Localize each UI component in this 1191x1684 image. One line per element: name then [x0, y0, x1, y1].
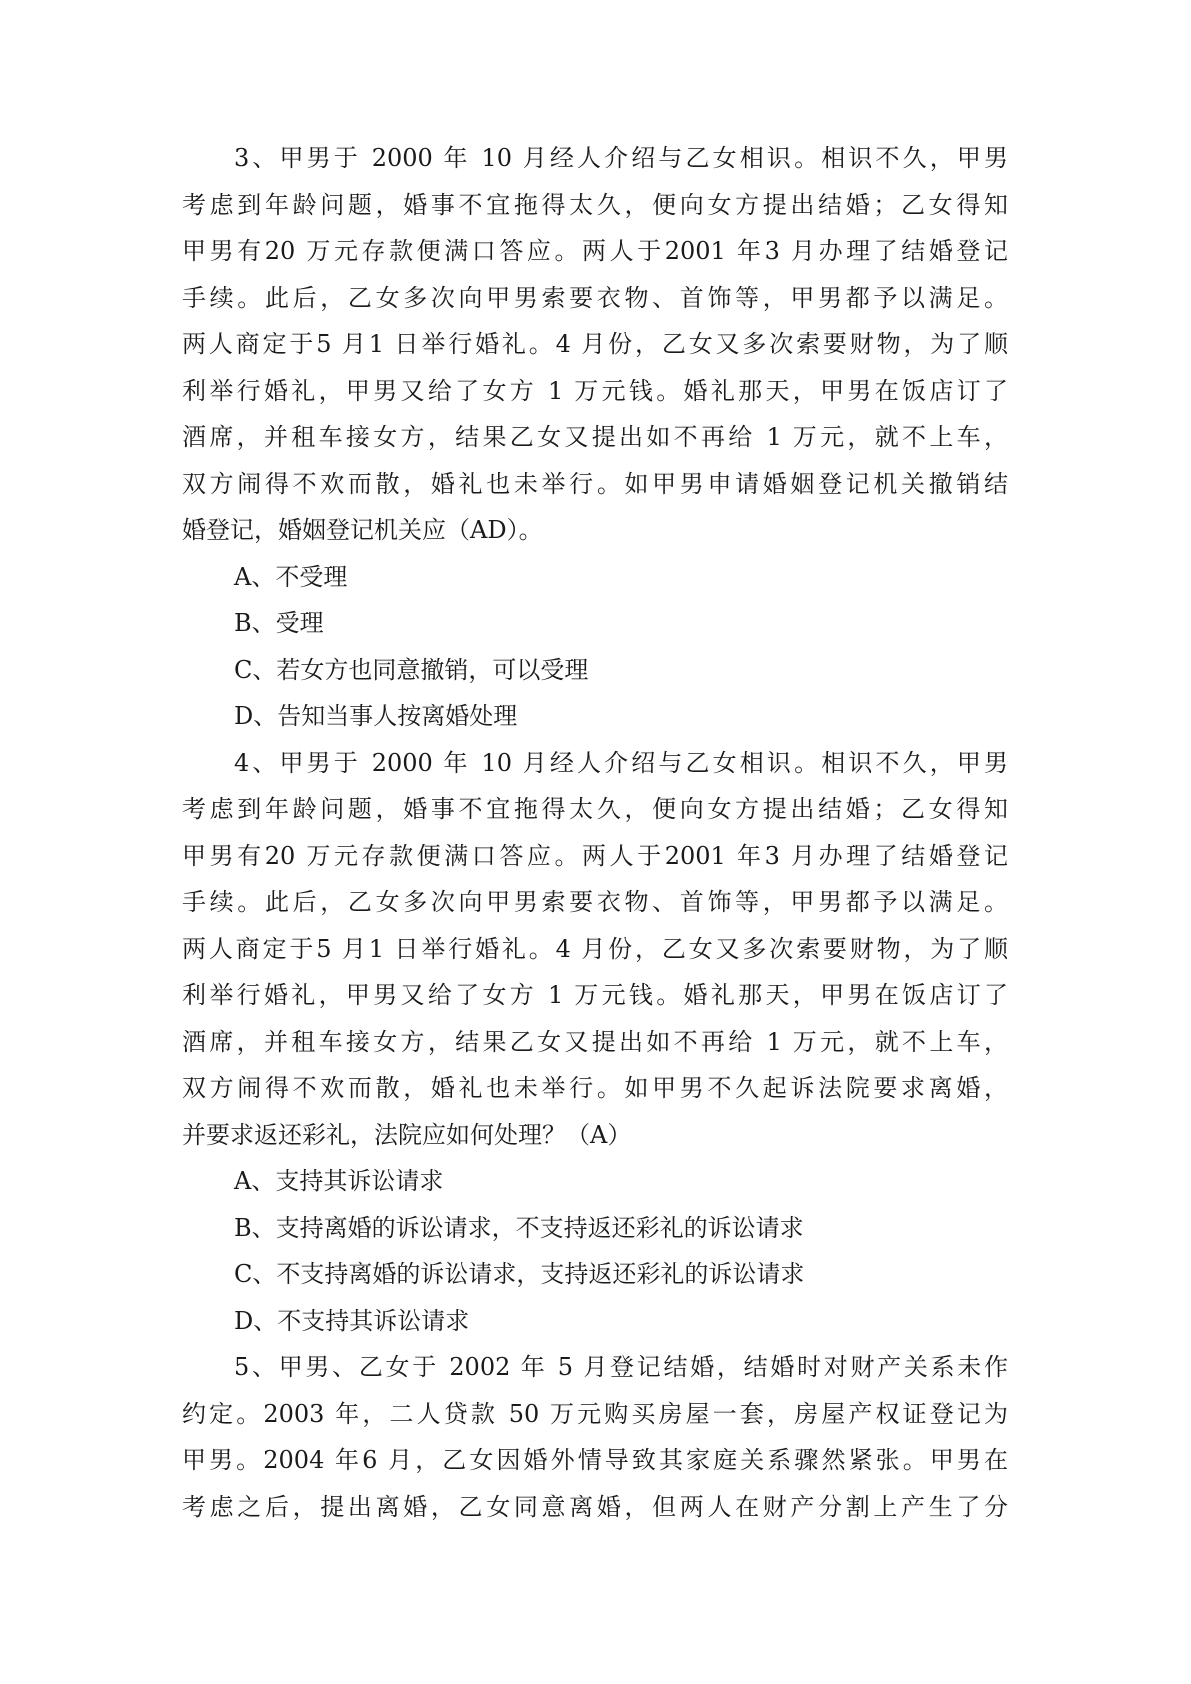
question-5: [182, 1344, 1008, 1530]
question-text-line: 3、甲男于 2000 年 10 月经人介绍与乙女相识。相识不久，甲男: [234, 144, 1008, 172]
option-b: B、支持离婚的诉讼请求，不支持返还彩礼的诉讼请求: [234, 1213, 804, 1242]
question-text-line: 手续。此后，乙女多次向甲男索要衣物、首饰等，甲男都予以满足。: [182, 888, 1008, 916]
question-text-line: 利举行婚礼，甲男又给了女方 1 万元钱。婚礼那天，甲男在饭店订了: [182, 981, 1008, 1009]
question-text-line: 约定。2003 年，二人贷款 50 万元购买房屋一套，房屋产权证登记为: [182, 1399, 1008, 1428]
question-text-line: 利举行婚礼，甲男又给了女方 1 万元钱。婚礼那天，甲男在饭店订了: [182, 376, 1008, 405]
document-body: [182, 135, 1008, 1530]
question-3-options: [182, 554, 1008, 740]
question-text-line: 手续。此后，乙女多次向甲男索要衣物、首饰等，甲男都予以满足。: [182, 283, 1008, 312]
question-text-line: 酒席，并租车接女方，结果乙女又提出如不再给 1 万元，就不上车，: [182, 1027, 1008, 1056]
question-text-line: 甲男有20 万元存款便满口答应。两人于2001 年3 月办理了结婚登记: [182, 841, 1008, 870]
question-text-line: 甲男。2004 年6 月，乙女因婚外情导致其家庭关系骤然紧张。甲男在: [182, 1446, 1008, 1474]
question-text-line: 两人商定于5 月1 日举行婚礼。4 月份，乙女又多次索要财物，为了顺: [182, 934, 1008, 963]
question-text-line: 酒席，并租车接女方，结果乙女又提出如不再给 1 万元，就不上车，: [182, 423, 1008, 451]
question-text-line: 考虑之后，提出离婚，乙女同意离婚，但两人在财产分割上产生了分: [182, 1492, 1008, 1521]
question-text-line: 考虑到年龄问题，婚事不宜拖得太久，便向女方提出结婚；乙女得知: [182, 795, 1008, 823]
question-text-line: 两人商定于5 月1 日举行婚礼。4 月份，乙女又多次索要财物，为了顺: [182, 330, 1008, 358]
question-4: [182, 740, 1008, 1159]
option-a: A、支持其诉讼请求: [234, 1167, 444, 1195]
question-3: [182, 135, 1008, 554]
question-text-line: 考虑到年龄问题，婚事不宜拖得太久，便向女方提出结婚；乙女得知: [182, 190, 1008, 219]
question-text-line: 婚登记，婚姻登记机关应（AD）。: [182, 516, 543, 544]
option-c: C、若女方也同意撤销，可以受理: [234, 655, 589, 684]
option-c: C、不支持离婚的诉讼请求，支持返还彩礼的诉讼请求: [234, 1260, 805, 1288]
option-b: B、受理: [234, 609, 324, 637]
question-text-line: 并要求返还彩礼，法院应如何处理？（A）: [182, 1120, 632, 1149]
question-4-options: [182, 1158, 1008, 1344]
option-d: D、告知当事人按离婚处理: [234, 702, 518, 730]
question-text-line: 双方闹得不欢而散，婚礼也未举行。如甲男不久起诉法院要求离婚，: [182, 1074, 1008, 1102]
question-text-line: 甲男有20 万元存款便满口答应。两人于2001 年3 月办理了结婚登记: [182, 237, 1008, 265]
question-text-line: 双方闹得不欢而散，婚礼也未举行。如甲男申请婚姻登记机关撤销结: [182, 469, 1008, 498]
option-d: D、不支持其诉讼请求: [234, 1306, 470, 1335]
question-text-line: 4、甲男于 2000 年 10 月经人介绍与乙女相识。相识不久，甲男: [234, 748, 1008, 777]
question-text-line: 5、甲男、乙女于 2002 年 5 月登记结婚，结婚时对财产关系未作: [234, 1353, 1008, 1381]
option-a: A、不受理: [234, 562, 348, 591]
